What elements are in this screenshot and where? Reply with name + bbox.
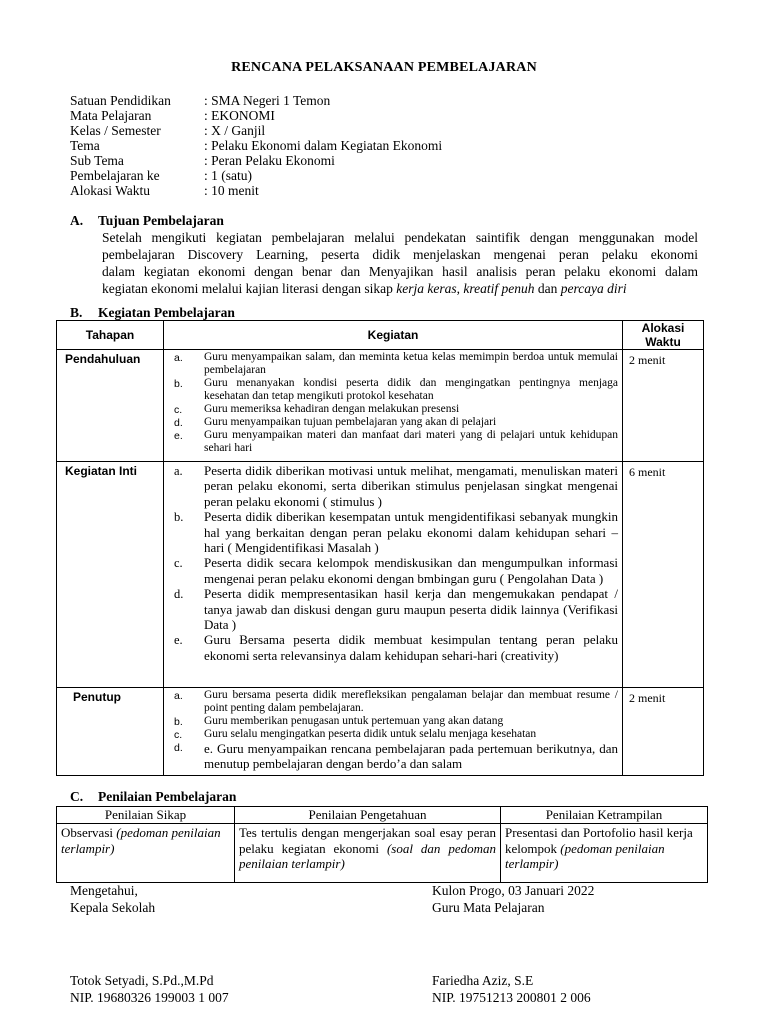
table-row (57, 350, 704, 462)
item-marker: b. (174, 378, 183, 390)
header-sikap: Penilaian Sikap (57, 807, 235, 824)
alokasi-cell: 2 menit (623, 688, 704, 776)
ketrampilan-cell (501, 824, 708, 883)
item-text: e. Guru menyampaikan rencana pembelajaran pada pertemuan berikutnya, dan menutup pembelajaran dengan berdo’a dan salam (204, 741, 618, 771)
identity-block (70, 93, 442, 198)
item-marker: b. (174, 716, 183, 728)
header-ketrampilan: Penilaian Ketrampilan (501, 807, 708, 824)
paragraph-line: pembelajaran Discovery Learning, peserta didik menjelaskan mengenai peran pelaku ekonomi (102, 247, 698, 262)
item-marker: c. (174, 729, 183, 741)
item-marker: d. (174, 587, 184, 602)
list-item (170, 728, 618, 741)
paragraph-line: dalam kegiatan ekonomi dengan benar dan Menyajikan hasil analisis peran pelaku ekonomi dalam (102, 264, 698, 279)
cell-text: Observasi (61, 825, 117, 840)
list-item (170, 463, 618, 509)
tahapan-cell: Kegiatan Inti (57, 462, 164, 688)
section-number: A. (70, 213, 84, 228)
paragraph-line: Setelah mengikuti kegiatan pembelajaran melalui pendekatan saintifik dengan menggunakan model (102, 230, 698, 245)
list-item (170, 429, 618, 455)
item-text: Guru bersama peserta didik merefleksikan pengalaman belajar dan membuat resume / point penting dalam pembelajaran. (204, 689, 618, 714)
item-text: Guru menanyakan kondisi peserta didik dan mengingatkan pentingnya menjaga kesehatan dan tetap mengikuti protokol kesehatan (204, 377, 618, 402)
identity-row (70, 108, 442, 123)
list-item (170, 403, 618, 416)
attitude-text: percaya diri (560, 281, 627, 296)
pengetahuan-cell (235, 824, 501, 883)
item-text: Guru menyampaikan tujuan pembelajaran yang akan di pelajari (204, 416, 497, 428)
identity-value: : 10 menit (204, 183, 259, 198)
item-text: Guru menyampaikan salam, dan meminta ketua kelas memimpin berdoa untuk memulai pembelajaran (204, 351, 618, 376)
sig-nip: NIP. 19751213 200801 2 006 (432, 990, 591, 1005)
item-marker: b. (174, 510, 184, 525)
identity-value: : Peran Pelaku Ekonomi (204, 153, 335, 168)
list-item (170, 555, 618, 586)
item-text: Guru memeriksa kehadiran dengan melakukan presensi (204, 403, 460, 415)
item-text: Peserta didik diberikan kesempatan untuk mengidentifikasi sebanyak mungkin hal yang berkaitan dengan peran pelaku ekonomi dalam kehidupan sehari – hari ( Mengidentifikasi Masalah ) (204, 509, 618, 556)
item-marker: e. (174, 430, 183, 442)
table-header-row (57, 807, 708, 824)
tujuan-paragraph (102, 229, 698, 297)
alokasi-cell: 2 menit (623, 350, 704, 462)
item-marker: c. (174, 404, 183, 416)
header-kegiatan: Kegiatan (164, 321, 623, 350)
identity-row (70, 153, 442, 168)
cell-text: Presentasi dan Portofolio hasil kerja kelompok (505, 825, 693, 856)
section-number: C. (70, 789, 84, 804)
header-alokasi: Alokasi Waktu (623, 321, 704, 350)
item-marker: c. (174, 556, 183, 571)
list-item (170, 377, 618, 403)
item-marker: e. (174, 633, 183, 648)
identity-label: Mata Pelajaran (70, 108, 152, 123)
cell-note: (soal dan pedoman penilaian terlampir) (239, 840, 496, 871)
signature-left-name (70, 972, 229, 1006)
identity-label: Satuan Pendidikan (70, 93, 171, 108)
section-number: B. (70, 305, 83, 320)
sig-name: Totok Setyadi, S.Pd.,M.Pd (70, 973, 214, 988)
table-row (57, 462, 704, 688)
list-item (170, 741, 618, 771)
item-text: Guru memberikan penugasan untuk pertemuan yang akan datang (204, 715, 504, 727)
item-text: Peserta didik diberikan motivasi untuk melihat, mengamati, menuliskan materi peran pelaku ekonomi, serta diberikan stimulus penjelasan singkat mengenai peran pelaku ekonomi ( stimulus ) (204, 463, 618, 509)
sikap-cell (57, 824, 235, 883)
tahapan-cell: Pendahuluan (57, 350, 164, 462)
paragraph-text: kegiatan ekonomi melalui kajian literasi dengan sikap (102, 281, 397, 296)
section-c-heading (70, 789, 236, 805)
identity-row (70, 183, 442, 198)
identity-row (70, 168, 442, 183)
sig-text: Mengetahui, (70, 883, 138, 898)
header-tahapan: Tahapan (57, 321, 164, 350)
signature-left-header (70, 882, 155, 916)
identity-label: Alokasi Waktu (70, 183, 151, 198)
sig-name: Fariedha Aziz, S.E (432, 973, 534, 988)
identity-label: Kelas / Semester (70, 123, 161, 138)
section-title: Penilaian Pembelajaran (98, 789, 237, 804)
item-text: Guru selalu mengingatkan peserta didik untuk selalu menjaga kesehatan (204, 728, 537, 740)
attitude-text: kreatif penuh (463, 281, 535, 296)
table-header-row (57, 321, 704, 350)
cell-text: Tes tertulis dengan mengerjakan soal esay peran pelaku kegiatan ekonomi (239, 825, 496, 856)
identity-value: : Pelaku Ekonomi dalam Kegiatan Ekonomi (204, 138, 443, 153)
item-marker: a. (174, 352, 183, 364)
section-a-heading (70, 213, 224, 229)
item-text: Peserta didik mempresentasikan hasil kerja dan mengemukakan pendapat / tanya jawab dan diskusi dengan guru maupun peserta didik lainnya (Verifikasi Data ) (204, 586, 618, 633)
paragraph-line (102, 280, 698, 297)
section-title: Kegiatan Pembelajaran (98, 305, 235, 320)
list-item (170, 416, 618, 429)
attitude-text: kerja keras (396, 281, 457, 296)
kegiatan-cell (164, 462, 623, 688)
penilaian-table (56, 806, 708, 883)
item-marker: d. (174, 742, 183, 754)
table-row (57, 688, 704, 776)
kegiatan-cell (164, 350, 623, 462)
identity-label: Tema (70, 138, 100, 153)
kegiatan-cell (164, 688, 623, 776)
sig-place-date: Kulon Progo, 03 Januari 2022 (432, 883, 595, 898)
item-marker: d. (174, 417, 183, 429)
list-item (170, 715, 618, 728)
alokasi-cell: 6 menit (623, 462, 704, 688)
identity-label: Pembelajaran ke (70, 168, 160, 183)
identity-value: : SMA Negeri 1 Temon (204, 93, 331, 108)
sig-nip: NIP. 19680326 199003 1 007 (70, 990, 229, 1005)
table-row (57, 824, 708, 883)
list-item (170, 689, 618, 715)
document-title: RENCANA PELAKSANAAN PEMBELAJARAN (231, 60, 537, 75)
signature-right-header (432, 882, 594, 916)
sig-role: Kepala Sekolah (70, 900, 156, 915)
cell-note: (pedoman penilaian terlampir) (505, 840, 665, 871)
section-title: Tujuan Pembelajaran (98, 213, 224, 228)
list-item (170, 632, 618, 663)
item-marker: a. (174, 690, 183, 702)
item-text: Guru menyampaikan materi dan manfaat dari materi yang di pelajari untuk kehidupan sehari hari (204, 429, 618, 454)
item-text: Peserta didik secara kelompok mendiskusikan dan mengumpulkan informasi mengenai peran pelaku ekonomi dengan bmbingan guru ( Pengolahan Data ) (204, 555, 618, 586)
paragraph-text: dan (534, 281, 561, 296)
kegiatan-table (56, 320, 704, 776)
identity-row (70, 138, 442, 153)
identity-value: : 1 (satu) (204, 168, 252, 183)
cell-note: (pedoman penilaian terlampir) (61, 825, 221, 856)
signature-right-name (432, 972, 591, 1006)
list-item (170, 586, 618, 632)
item-marker: a. (174, 464, 183, 478)
identity-label: Sub Tema (70, 153, 124, 168)
paragraph-text: , (456, 281, 464, 296)
identity-value: : EKONOMI (204, 108, 275, 123)
tahapan-cell: Penutup (57, 688, 164, 776)
section-b-heading (70, 305, 235, 321)
sig-role: Guru Mata Pelajaran (432, 900, 545, 915)
identity-row (70, 123, 442, 138)
list-item (170, 509, 618, 555)
identity-row (70, 93, 442, 108)
identity-value: : X / Ganjil (204, 123, 266, 138)
list-item (170, 351, 618, 377)
item-text: Guru Bersama peserta didik membuat kesimpulan tentang peran pelaku ekonomi serta relevansinya dalam kehidupan sehari-hari (creativity) (204, 632, 618, 663)
header-pengetahuan: Penilaian Pengetahuan (235, 807, 501, 824)
